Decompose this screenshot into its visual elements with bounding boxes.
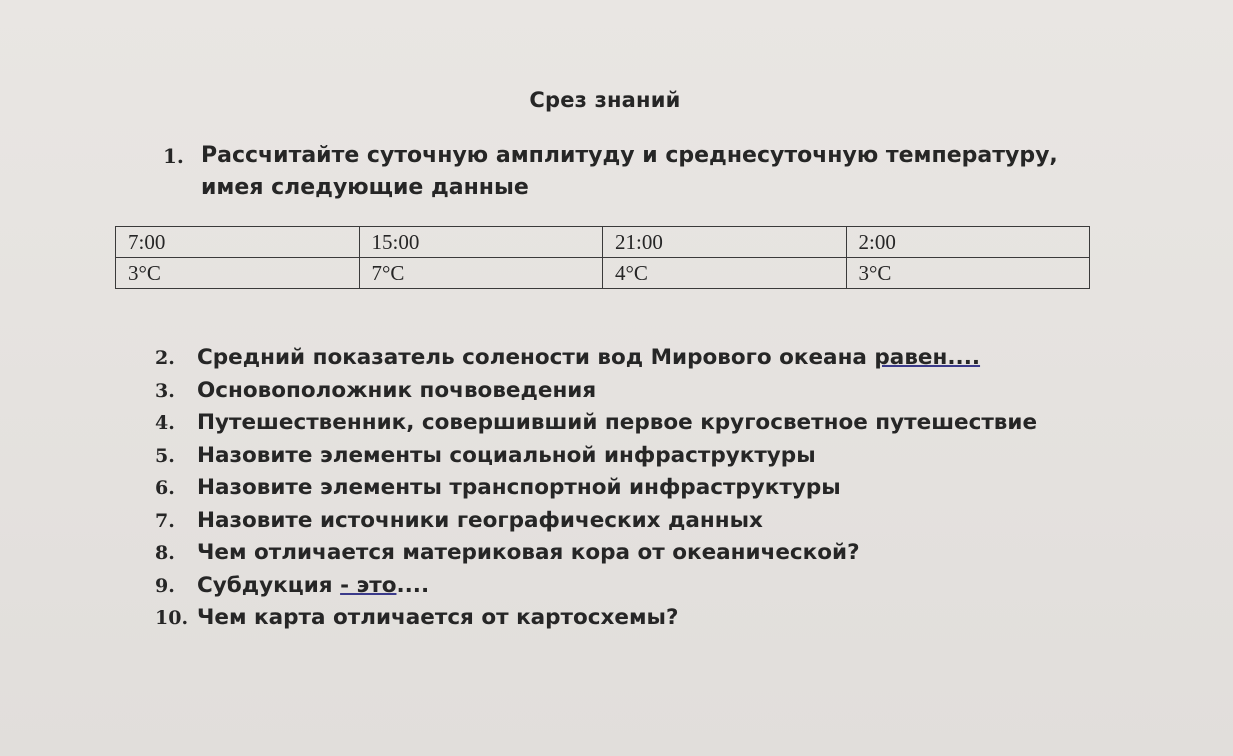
question-text: Основоположник почвоведения <box>197 377 597 403</box>
question-item <box>155 472 1105 505</box>
table-row-times <box>116 227 1090 258</box>
question-item <box>155 375 1105 408</box>
question-text: Чем карта отличается от картосхемы? <box>197 605 679 630</box>
table-cell-time: 21:00 <box>603 227 847 258</box>
question-item <box>155 407 1105 440</box>
question-item <box>155 342 1105 375</box>
page-title: Срез знаний <box>529 88 681 112</box>
question-list <box>155 342 1105 635</box>
question-1 <box>163 140 1063 204</box>
question-number: 2. <box>155 347 175 369</box>
question-item <box>155 602 1105 635</box>
question-text: Средний показатель солености вод Мирового океана <box>197 345 875 370</box>
question-item <box>155 537 1105 570</box>
table-row-temps <box>116 258 1090 289</box>
question-text: Путешественник, совершивший первое кругосветное путешествие <box>197 410 1038 435</box>
question-number: 5. <box>155 444 175 467</box>
question-text: Чем отличается материковая кора от океанической? <box>197 540 860 565</box>
underlined-text: равен.... <box>874 345 981 370</box>
question-number: 8. <box>155 542 175 564</box>
question-item <box>155 505 1105 538</box>
question-number: 7. <box>155 509 175 532</box>
question-text: Назовите элементы социальной инфраструктуры <box>197 442 816 468</box>
question-number: 4. <box>155 412 175 434</box>
question-number: 9. <box>155 574 175 597</box>
table-cell-temp: 4°C <box>603 258 847 289</box>
question-number: 3. <box>155 379 175 402</box>
table-cell-time: 15:00 <box>359 227 603 258</box>
table-cell-time: 7:00 <box>116 227 360 258</box>
table-cell-temp: 3°C <box>116 258 360 289</box>
question-text: Назовите источники географических данных <box>197 507 763 533</box>
question-text: Назовите элементы транспортной инфраструктуры <box>197 475 841 500</box>
question-text: Субдукция <box>197 572 341 598</box>
table-cell-time: 2:00 <box>846 227 1090 258</box>
question-text-tail: .... <box>396 572 430 598</box>
question-item <box>155 440 1105 473</box>
underlined-text: - это <box>340 572 397 598</box>
table-cell-temp: 7°C <box>359 258 603 289</box>
question-number: 10. <box>155 607 189 629</box>
temperature-table <box>115 226 1090 289</box>
question-number: 1. <box>163 144 184 168</box>
table-cell-temp: 3°C <box>846 258 1090 289</box>
question-text: Рассчитайте суточную амплитуду и среднесуточную температуру, имея следующие данные <box>201 143 1058 200</box>
question-number: 6. <box>155 477 175 499</box>
question-item <box>155 570 1105 603</box>
